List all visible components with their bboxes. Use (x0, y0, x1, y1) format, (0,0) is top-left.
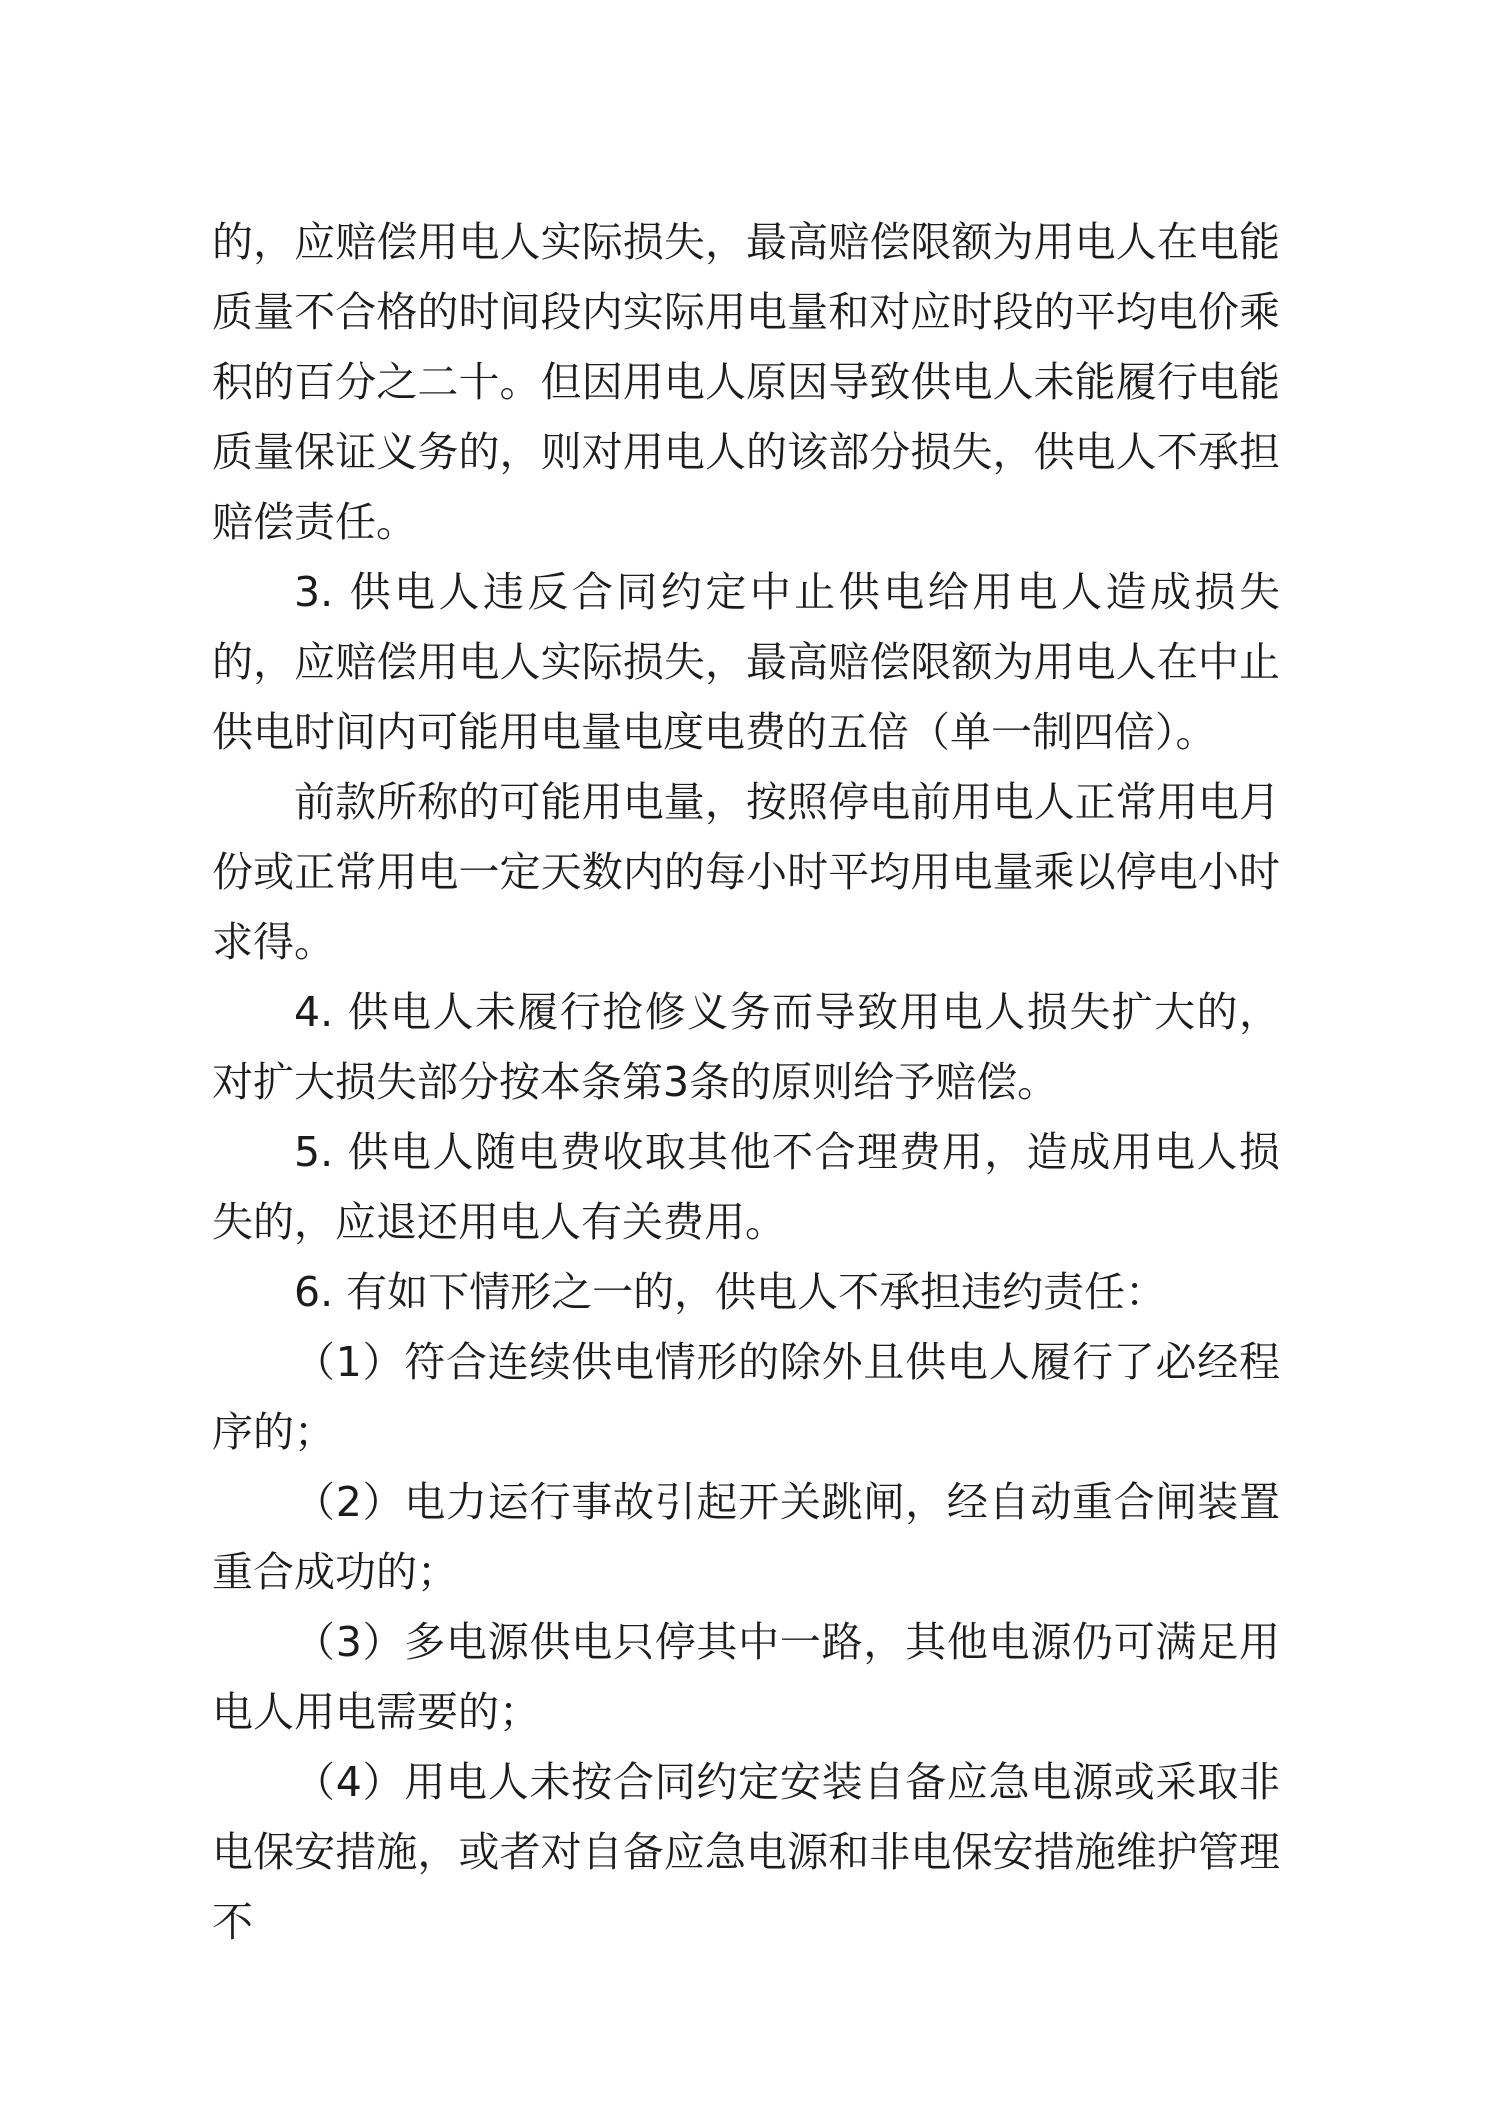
paragraph-clause-3-note: 前款所称的可能用电量，按照停电前用电人正常用电月份或正常用电一定天数内的每小时平均用电量乘以停电小时求得。 (212, 778, 1280, 966)
paragraph-item-2: （2）电力运行事故引起开关跳闸，经自动重合闸装置重合成功的； (212, 1478, 1280, 1596)
paragraph-clause-6: 6. 有如下情形之一的，供电人不承担违约责任： (294, 1268, 1167, 1316)
paragraph-item-1: （1）符合连续供电情形的除外且供电人履行了必经程序的； (212, 1338, 1280, 1456)
paragraph-item-4: （4）用电人未按合同约定安装自备应急电源或采取非电保安措施，或者对自备应急电源和非电保安措施维护管理不 (212, 1758, 1280, 1946)
paragraph-clause-5: 5. 供电人随电费收取其他不合理费用，造成用电人损失的，应退还用电人有关费用。 (212, 1128, 1280, 1246)
paragraph-continuation: 的，应赔偿用电人实际损失，最高赔偿限额为用电人在电能质量不合格的时间段内实际用电量和对应时段的平均电价乘积的百分之二十。但因用电人原因导致供电人未能履行电能质量保证义务的，则对用电人的该部分损失，供电人不承担赔偿责任。 (212, 218, 1280, 546)
paragraph-clause-4: 4. 供电人未履行抢修义务而导致用电人损失扩大的，对扩大损失部分按本条第3条的原则给予赔偿。 (212, 988, 1280, 1106)
document-body (212, 207, 1280, 1957)
paragraph-clause-3: 3. 供电人违反合同约定中止供电给用电人造成损失的，应赔偿用电人实际损失，最高赔偿限额为用电人在中止供电时间内可能用电量电度电费的五倍（单一制四倍）。 (212, 568, 1280, 756)
paragraph-item-3: （3）多电源供电只停其中一路，其他电源仍可满足用电人用电需要的； (212, 1618, 1280, 1736)
